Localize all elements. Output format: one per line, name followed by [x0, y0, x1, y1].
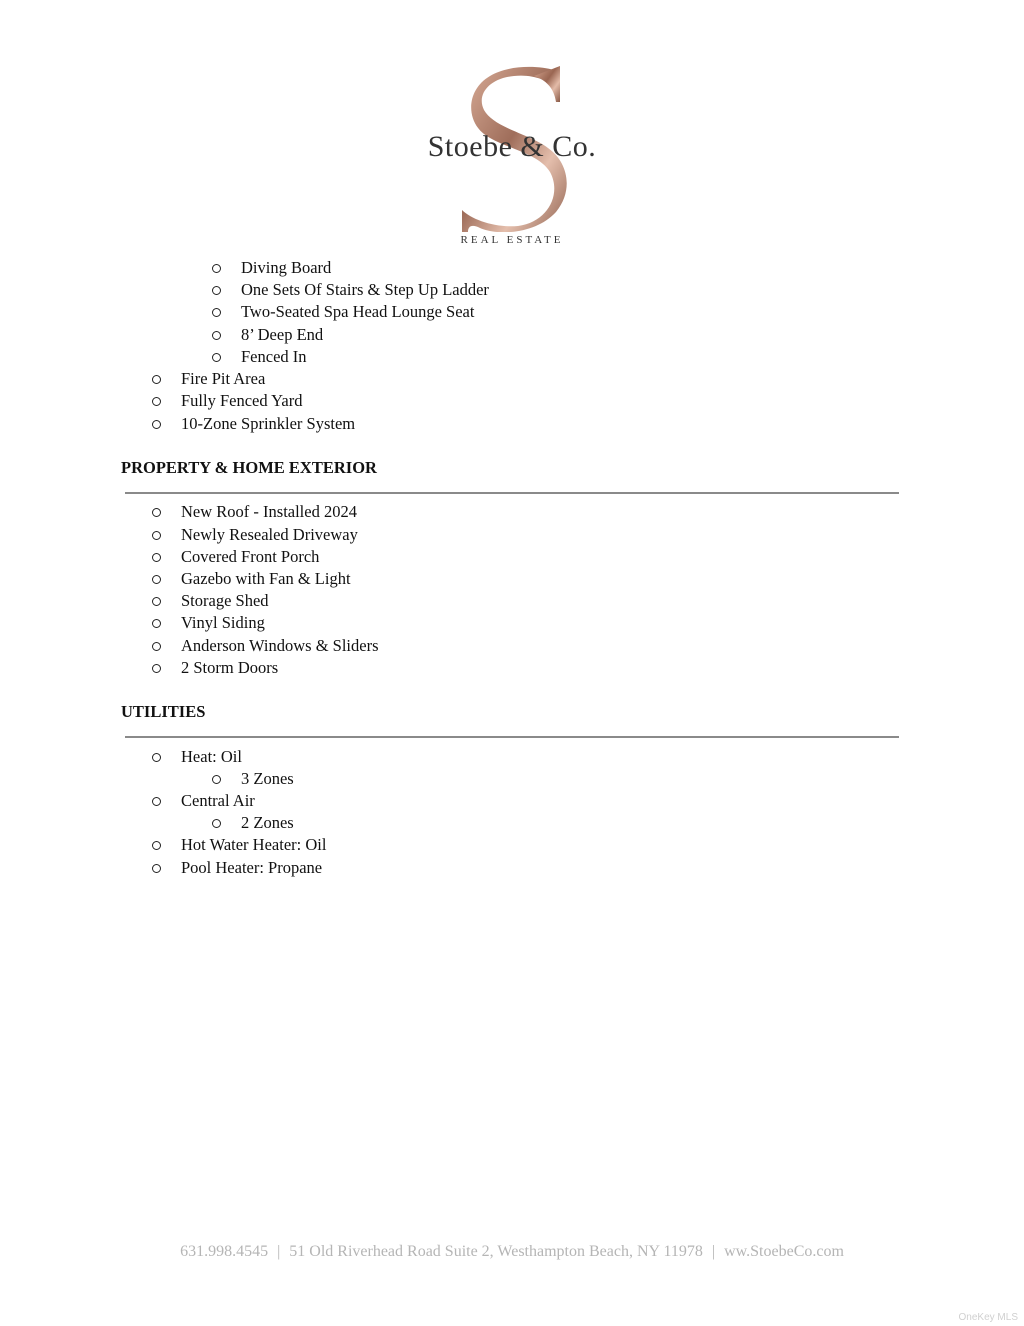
bullet-icon [152, 753, 161, 762]
list-item: Central Air [181, 790, 255, 812]
footer-website: ww.StoebeCo.com [724, 1243, 844, 1260]
list-item: Fenced In [241, 346, 307, 368]
list-item: Fully Fenced Yard [181, 390, 302, 412]
list-item: One Sets Of Stairs & Step Up Ladder [241, 279, 489, 301]
bullet-icon [152, 864, 161, 873]
watermark: OneKey MLS [958, 1312, 1018, 1323]
footer-separator: | [277, 1243, 281, 1260]
logo-wordmark: Stoebe & Co. [427, 130, 597, 163]
bullet-icon [152, 575, 161, 584]
company-logo [410, 62, 614, 252]
list-item: Gazebo with Fan & Light [181, 568, 351, 590]
list-item: Vinyl Siding [181, 612, 265, 634]
list-item: 8’ Deep End [241, 324, 323, 346]
bullet-icon [152, 375, 161, 384]
bullet-icon [152, 531, 161, 540]
bullet-icon [152, 420, 161, 429]
list-item: 2 Storm Doors [181, 657, 278, 679]
section-divider [125, 492, 899, 494]
page-footer [0, 1243, 1024, 1261]
list-item: Newly Resealed Driveway [181, 524, 358, 546]
footer-address: 51 Old Riverhead Road Suite 2, Westhampton Beach, NY 11978 [289, 1243, 703, 1260]
bullet-icon [152, 619, 161, 628]
section-heading-utilities: UTILITIES [121, 702, 206, 721]
list-item: Storage Shed [181, 590, 269, 612]
bullet-icon [212, 286, 221, 295]
bullet-icon [152, 642, 161, 651]
list-item: New Roof - Installed 2024 [181, 501, 357, 523]
bullet-icon [212, 331, 221, 340]
bullet-icon [152, 797, 161, 806]
list-item: Two-Seated Spa Head Lounge Seat [241, 301, 474, 323]
bullet-icon [212, 775, 221, 784]
logo-subtitle: REAL ESTATE [460, 234, 564, 246]
bullet-icon [152, 664, 161, 673]
list-item: 10-Zone Sprinkler System [181, 413, 355, 435]
bullet-icon [212, 819, 221, 828]
bullet-icon [152, 597, 161, 606]
bullet-icon [152, 553, 161, 562]
section-divider [125, 736, 899, 738]
bullet-icon [152, 397, 161, 406]
list-item: 2 Zones [241, 812, 294, 834]
section-heading-property: PROPERTY & HOME EXTERIOR [121, 458, 377, 477]
list-item: Covered Front Porch [181, 546, 319, 568]
bullet-icon [152, 841, 161, 850]
bullet-icon [152, 508, 161, 517]
bullet-icon [212, 264, 221, 273]
list-item: Fire Pit Area [181, 368, 265, 390]
list-item: Diving Board [241, 257, 331, 279]
list-item: Hot Water Heater: Oil [181, 834, 326, 856]
bullet-icon [212, 308, 221, 317]
footer-phone: 631.998.4545 [180, 1243, 269, 1260]
list-item: Anderson Windows & Sliders [181, 635, 378, 657]
list-item: Pool Heater: Propane [181, 857, 322, 879]
list-item: 3 Zones [241, 768, 294, 790]
bullet-icon [212, 353, 221, 362]
list-item: Heat: Oil [181, 746, 242, 768]
footer-separator: | [711, 1243, 716, 1260]
